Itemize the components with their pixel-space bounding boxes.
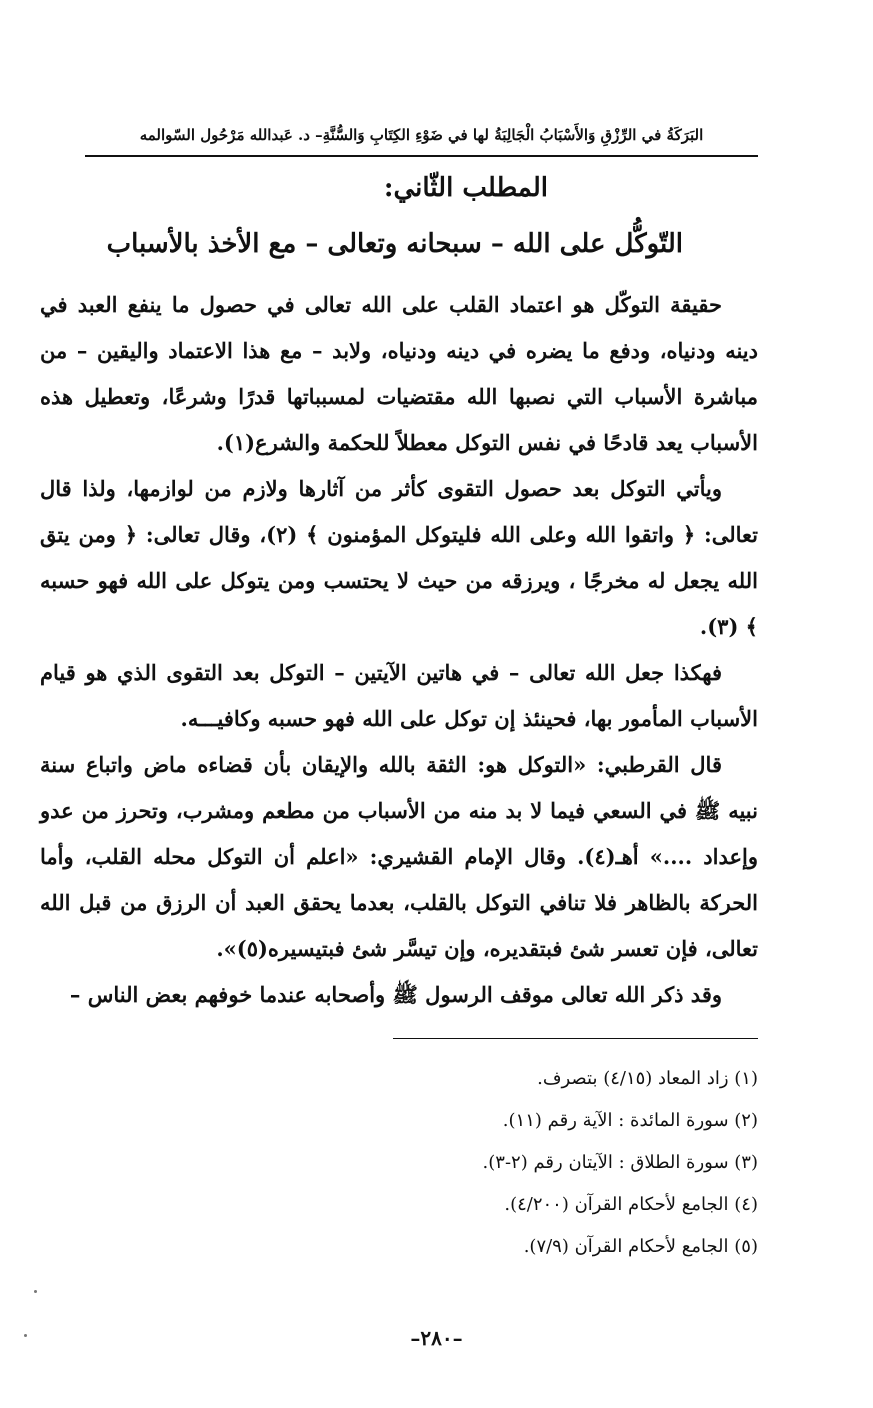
footnote-item: (٥) الجامع لأحكام القرآن (٧/٩). (523, 1236, 758, 1257)
paragraph-qurtubi-qushayri: قال القرطبي: «التوكل هو: الثقة بالله والإيقان بأن قضاءه ماض واتباع سنة نبيه ﷺ في السعي فيما لا بد منه من الأسباب من مطعم ومشرب، وتحرز من عدو وإعداد ....» أهـ(٤). وقال الإمام القشيري: «اعلم أن التوكل محله القلب، وأما الحركة بالظاهر فلا تنافي التوكل بالقلب، بعدما يحقق العبد أن الرزق من قبل الله تعالى، فإن تعسر شئ فبتقديره، وإن تيسَّر شئ فبتيسيره(٥)». (40, 752, 759, 961)
section-title: المطلب الثّاني: (383, 173, 548, 203)
footnote-item: (٤) الجامع لأحكام القرآن (٤/٢٠٠). (504, 1194, 758, 1215)
page-number: –٢٨٠– (410, 1326, 463, 1350)
footnote-item: (٢) سورة المائدة : الآية رقم (١١). (502, 1110, 758, 1131)
paragraph-tawakkul-after-taqwa: ويأتي التوكل بعد حصول التقوى كأثر من آثارها ولازم من لوازمها، ولذا قال تعالى: ﴿ واتقوا الله وعلى الله فليتوكل المؤمنون ﴾ (٢)، وقال تعالى: ﴿ ومن يتق الله يجعل له مخرجًا ، ويرزقه من حيث لا يحتسب ومن يتوكل على الله فهو حسبه ﴾ (٣). (40, 476, 758, 639)
paragraph-two-verses: فهكذا جعل الله تعالى – في هاتين الآيتين – التوكل بعد التقوى الذي هو قيام الأسباب المأمور بها، فحينئذ إن توكل على الله فهو حسبه وكافيـــه. (40, 660, 758, 731)
footnote-separator (393, 1038, 758, 1039)
footnotes-list (40, 1058, 758, 1268)
scan-speck (34, 1290, 37, 1293)
paragraph-prophet-stance: وقد ذكر الله تعالى موقف الرسول ﷺ وأصحابه عندما خوفهم بعض الناس – (69, 982, 722, 1007)
scan-speck (24, 1334, 27, 1337)
body-text (40, 282, 758, 1018)
section-subtitle: التّوكُّل على الله – سبحانه وتعالى – مع الأخذ بالأسباب (106, 229, 683, 259)
header-rule (85, 155, 758, 157)
running-header: البَرَكَةُ في الرِّزْقِ وَالأَسْبَابُ الْجَالِبَةُ لها في ضَوْءِ الكِتَابِ وَالسُّنَّةِ– د. عَبدالله مَرْحُول السّوالمه (139, 126, 704, 144)
footnote-item: (٣) سورة الطلاق : الآيتان رقم (٢-٣). (482, 1152, 758, 1173)
paragraph-tawakkul-definition: حقيقة التوكّل هو اعتماد القلب على الله تعالى في حصول ما ينفع العبد في دينه ودنياه، ودفع ما يضره في دينه ودنياه، ولابد – مع هذا الاعتماد واليقين – من مباشرة الأسباب التي نصبها الله مقتضيات لمسبباتها قدرًا وشرعًا، وتعطيل هذه الأسباب يعد قادحًا في نفس التوكل معطلاً للحكمة والشرع(١). (40, 292, 758, 455)
footnote-item: (١) زاد المعاد (٤/١٥) بتصرف. (537, 1068, 758, 1089)
